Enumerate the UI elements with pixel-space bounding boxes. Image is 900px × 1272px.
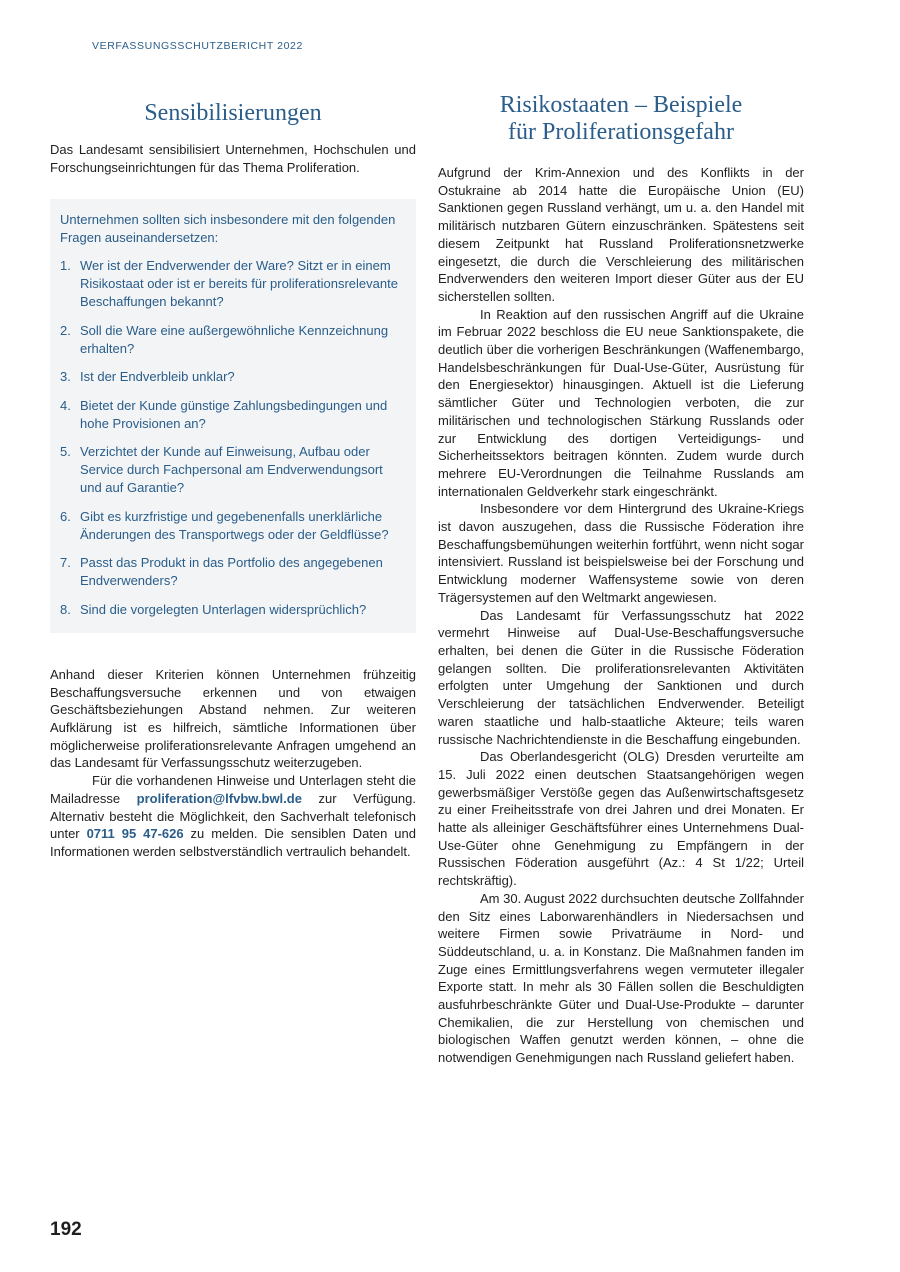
- question-item: 7. Passt das Produkt in das Portfolio des angegebenen Endverwenders?: [60, 555, 383, 589]
- section-heading-risikostaaten: Risikostaaten – Beispiele für Proliferationsgefahr: [499, 92, 743, 145]
- criteria-paragraph: Anhand dieser Kriterien können Unternehmen frühzeitig Beschaffungsversuche erkennen und von etwaigen Geschäftsbeziehungen Abstand nehmen. Zur weiteren Aufklärung ist es hilfreich, sämtliche Informationen über möglicherweise proliferationsrelevante Anfragen umgehend an das Landesamt für Verfassungsschutz weiterzugeben.: [50, 666, 416, 771]
- email-link[interactable]: proliferation@lfvbw.bwl.de: [136, 790, 302, 806]
- question-item: 8. Sind die vorgelegten Unterlagen widersprüchlich?: [60, 601, 367, 617]
- question-item: 1. Wer ist der Endverwender der Ware? Sitzt er in einem Risikostaat oder ist er bereits für proliferationsrelevante Beschaffungen bekannt?: [60, 258, 398, 310]
- questions-box: [50, 199, 416, 633]
- question-item: 5. Verzichtet der Kunde auf Einweisung, Aufbau oder Service durch Fachpersonal am Endverwendungsort und auf Garantie?: [60, 444, 383, 496]
- body-paragraph: Aufgrund der Krim-Annexion und des Konflikts in der Ostukraine ab 2014 hatte die Europäische Union (EU) Sanktionen gegen Russland verhängt, um u. a. den Handel mit militärisch nutzbaren Gütern einzuschränken. Spätestens seit diesem Zeitpunkt hat Russland Proliferationsnetzwerke eingesetzt, die durch die Verschleierung des militärischen Endverwenders den weiteren Import dieser Güter aus der EU sicherstellen sollten.: [438, 165, 804, 304]
- right-column: [438, 92, 804, 1067]
- question-item: 6. Gibt es kurzfristige und gegebenenfalls unerklärliche Änderungen des Transportwegs oder der Geldflüsse?: [60, 508, 389, 542]
- intro-paragraph: Das Landesamt sensibilisiert Unternehmen, Hochschulen und Forschungseinrichtungen für das Thema Proliferation.: [50, 142, 416, 175]
- question-item: 2. Soll die Ware eine außergewöhnliche Kennzeichnung erhalten?: [60, 322, 389, 356]
- question-item: 4. Bietet der Kunde günstige Zahlungsbedingungen und hohe Provisionen an?: [60, 397, 388, 431]
- body-paragraph: In Reaktion auf den russischen Angriff auf die Ukraine im Februar 2022 beschloss die EU neue Sanktionspakete, die deutlich über die vorherigen Beschränkungen (Waffenembargo, Handelsbeschränkungen für Dual-Use-Güter, Ausrüstung für den Energiesektor) hinausgingen. Aktuell ist die Lieferung sämtlicher Güter und Technologien verboten, die zur militärischen und technologischen Stärkung Russlands oder zur Entwicklung des dortigen Verteidigungs- und Sicherheitssektors beitragen könnten. Zudem wurde durch mehrere EU-Verordnungen die Teilnahme Russlands am internationalen Geldverkehr stark eingeschränkt.: [438, 306, 804, 499]
- questions-list: [60, 257, 402, 619]
- questions-intro: Unternehmen sollten sich insbesondere mit den folgenden Fragen auseinandersetzen:: [60, 212, 396, 246]
- section-heading-sensibilisierungen: Sensibilisierungen: [144, 100, 322, 126]
- body-paragraph: Das Oberlandesgericht (OLG) Dresden verurteilte am 15. Juli 2022 einen deutschen Staatsangehörigen wegen gewerbsmäßiger Verstöße gegen das Außenwirtschaftsgesetz zu einer Freiheitsstrafe von drei Jahren und drei Monaten. Er hatte als alleiniger Geschäftsführer eines Unternehmens Dual-Use-Güter ohne Genehmigung zu Empfängern in der Russischen Föderation ausgeführt (Az.: 4 St 1/22; Urteil rechtskräftig).: [438, 749, 804, 889]
- question-item: 3. Ist der Endverbleib unklar?: [60, 369, 235, 385]
- left-column: [50, 100, 416, 861]
- phone-number[interactable]: 0711 95 47-626: [86, 826, 184, 842]
- contact-paragraph: Für die vorhandenen Hinweise und Unterlagen steht die Mailadresse proliferation@lfvbw.bwl.de zur Verfügung. Alternativ besteht die Möglichkeit, den Sachverhalt telefonisch unter 0711 95 47-626 zu melden. Die sensiblen Daten und Informationen werden selbstverständlich vertraulich behandelt.: [50, 773, 416, 859]
- body-paragraph: Am 30. August 2022 durchsuchten deutsche Zollfahnder den Sitz eines Laborwarenhändlers in Niedersachsen und weitere Firmen sowie Privaträume in Nord- und Süddeutschland, u. a. in Konstanz. Die Maßnahmen fanden im Zuge eines Ermittlungsverfahrens wegen vermuteter illegaler Exporte statt. In mehr als 30 Fällen sollen die Beschuldigten ausfuhrbeschränkte Güter und Dual-Use-Produkte – darunter Chemikalien, die zur Herstellung von chemischen und biologischen Waffen genutzt werden können, – ohne die notwendigen Genehmigungen nach Russland geliefert haben.: [438, 890, 804, 1066]
- body-paragraph: Das Landesamt für Verfassungsschutz hat 2022 vermehrt Hinweise auf Dual-Use-Beschaffungsversuche erhalten, bei denen die Güter in die Russische Föderation gelangen sollten. Die proliferationsrelevanten Aktivitäten erfolgten unter Umgehung der Sanktionen und durch Verschleierung der tatsächlichen Endverwender. Beteiligt waren staatliche und halb-staatliche Akteure; teils waren russische Nachrichtendienste in die Beschaffung eingebunden.: [438, 607, 804, 747]
- running-header: VERFASSUNGSSCHUTZBERICHT 2022: [92, 40, 303, 52]
- body-paragraph: Insbesondere vor dem Hintergrund des Ukraine-Kriegs ist davon auszugehen, dass die Russische Föderation ihre Beschaffungsbemühungen weiterhin fortführt, wenn nicht sogar intensiviert. Russland ist beispielsweise bei der Forschung und Entwicklung moderner Waffensysteme sowie von deren Trägersystemen auf den Weltmarkt angewiesen.: [438, 501, 804, 605]
- page-number: 192: [50, 1219, 82, 1240]
